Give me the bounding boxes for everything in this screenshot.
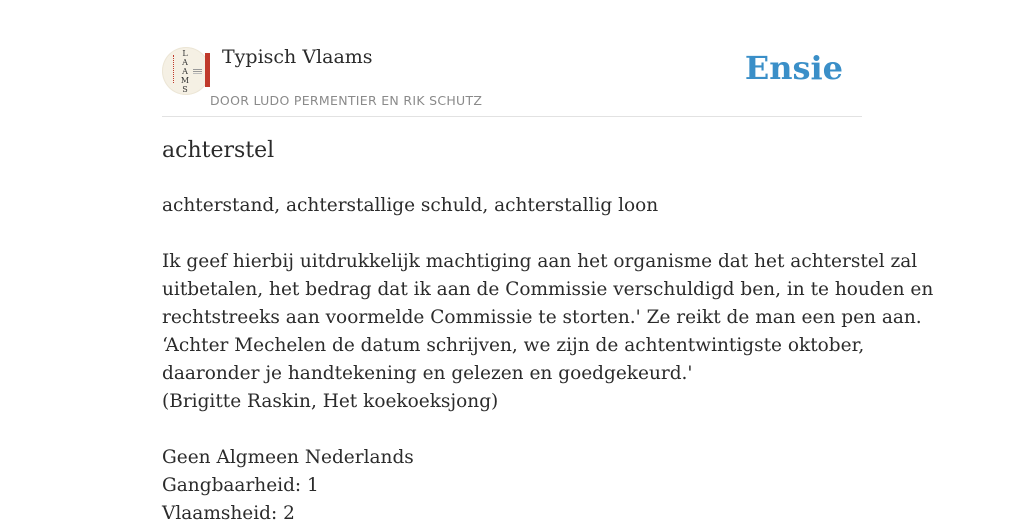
language-note: Geen Algmeen Nederlands xyxy=(162,447,414,468)
entry-content xyxy=(162,192,934,528)
logo-letters: L A A M S xyxy=(180,49,190,94)
entry-title: achterstel xyxy=(162,138,275,163)
quote-line: ‘Achter Mechelen de datum schrijven, we zijn de achtentwintigste oktober, xyxy=(162,335,865,356)
logo-red-bar xyxy=(205,53,210,87)
quote-line: Ik geef hierbij uitdrukkelijk machtiging aan het organisme dat het achterstel zal xyxy=(162,251,918,272)
flemishness-rating: Vlaamsheid: 2 xyxy=(162,503,295,524)
quote-source: (Brigitte Raskin, Het koekoeksjong) xyxy=(162,391,499,412)
logo-red-dotted-line xyxy=(173,55,178,83)
site-header xyxy=(162,44,862,117)
paragraph-gap xyxy=(162,416,862,444)
page xyxy=(162,0,934,524)
quote-line: rechtstreeks aan voormelde Commissie te storten.' Ze reikt de man een pen aan. xyxy=(162,307,922,328)
site-title[interactable]: Typisch Vlaams xyxy=(222,46,373,68)
quote-line: uitbetalen, het bedrag dat ik aan de Commissie verschuldigd ben, in te houden en xyxy=(162,279,934,300)
frequency-rating: Gangbaarheid: 1 xyxy=(162,475,319,496)
byline: DOOR LUDO PERMENTIER EN RIK SCHUTZ xyxy=(210,93,483,108)
paragraph-gap xyxy=(162,220,862,248)
entry-definition: achterstand, achterstallige schuld, achterstallig loon xyxy=(162,195,659,216)
ensie-brand-link[interactable]: Ensie xyxy=(744,49,843,87)
quote-line: daaronder je handtekening en gelezen en goedgekeurd.' xyxy=(162,363,693,384)
typisch-vlaams-logo-icon[interactable] xyxy=(162,47,210,95)
logo-fine-print xyxy=(193,69,202,70)
